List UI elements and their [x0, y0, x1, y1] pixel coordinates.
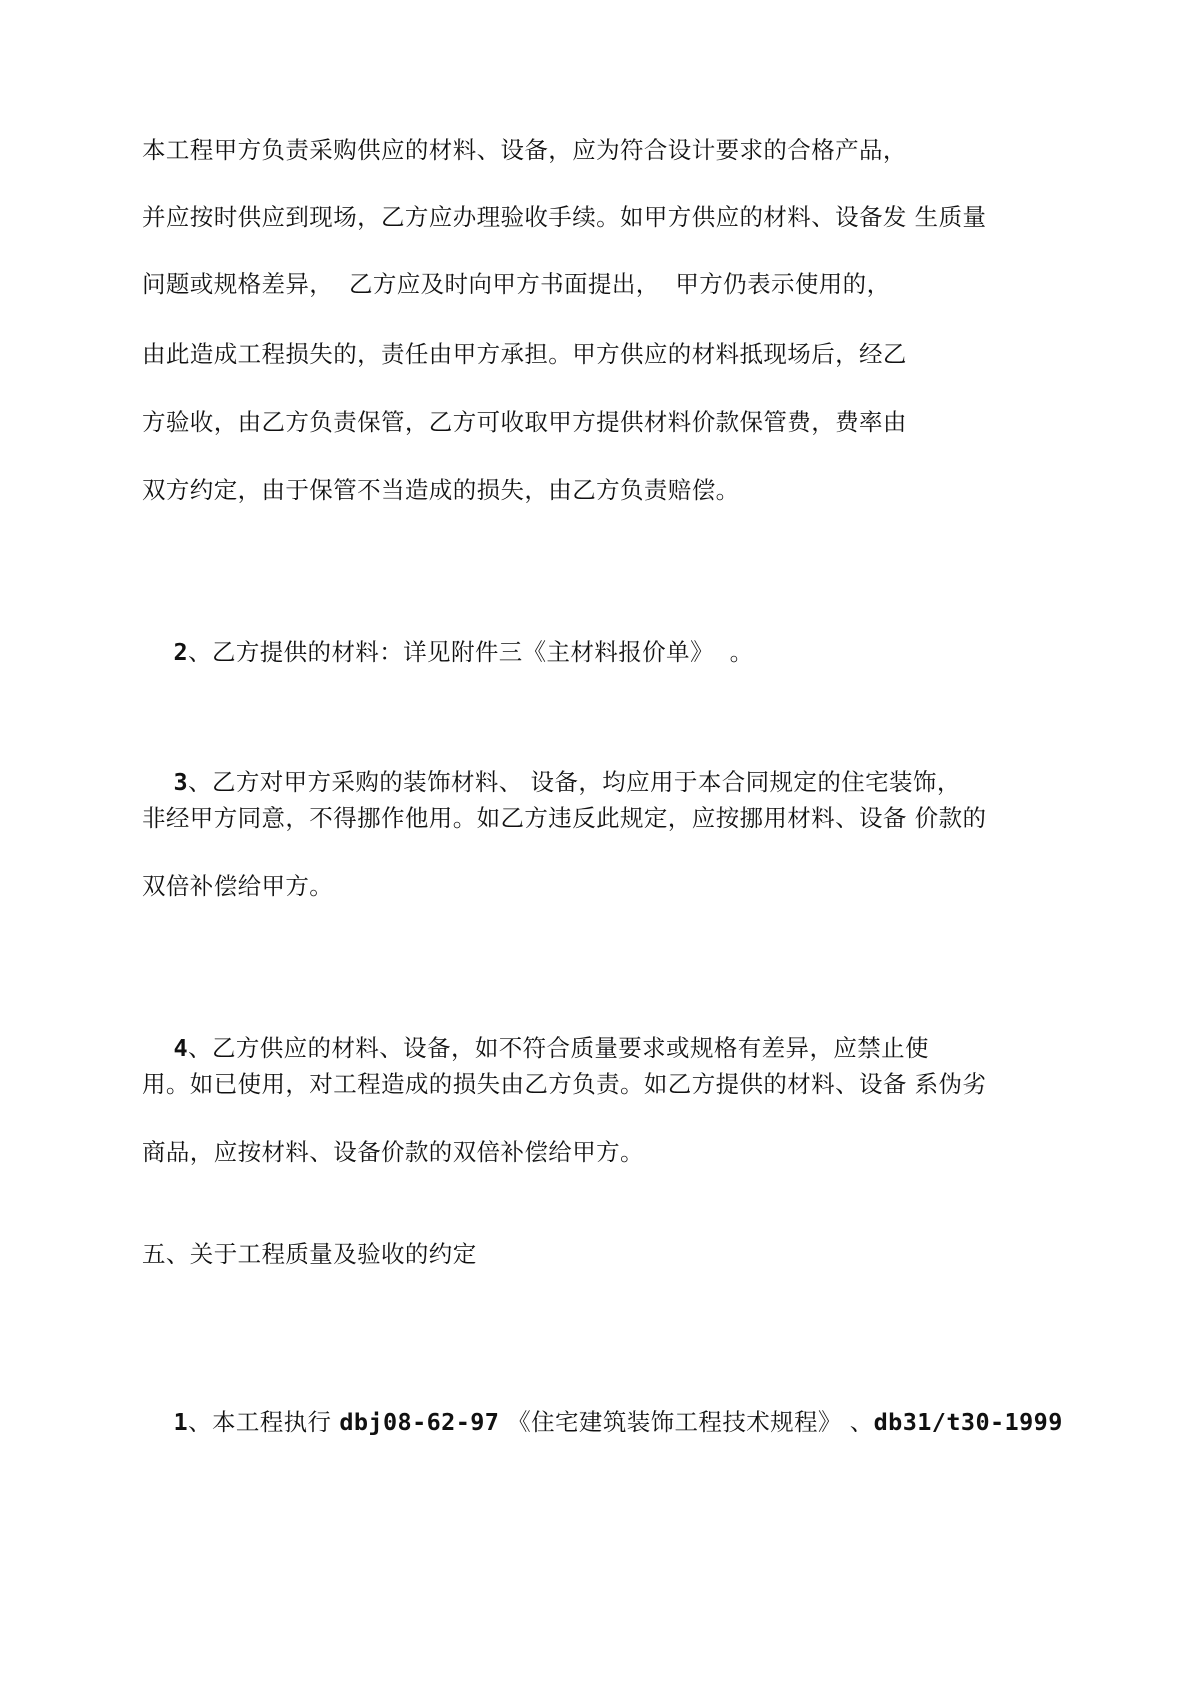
paragraph-line: 商品，应按材料、设备价款的双倍补偿给甲方。: [142, 1138, 644, 1166]
paragraph-line: 并应按时供应到现场，乙方应办理验收手续。如甲方供应的材料、设备发 生质量: [142, 203, 987, 231]
section5-clause-1: [142, 1374, 1063, 1470]
paragraph-line: 方验收，由乙方负责保管，乙方可收取甲方提供材料价款保管费，费率由: [142, 408, 907, 436]
paragraph-line: 双倍补偿给甲方。: [142, 872, 334, 900]
clause-number: 2: [173, 638, 189, 666]
clause-number: 3: [173, 768, 189, 796]
clause-text: 、本工程执行: [188, 1408, 340, 1436]
paragraph-line: 双方约定，由于保管不当造成的损失，由乙方负责赔偿。: [142, 476, 740, 504]
clause-text: 、乙方供应的材料、设备，如不符合质量要求或规格有差异，应禁止使: [188, 1034, 929, 1062]
standard-code: db31/t30-1999: [873, 1408, 1063, 1436]
paragraph-line: 问题或规格差异， 乙方应及时向甲方书面提出， 甲方仍表示使用的，: [142, 270, 891, 298]
standard-code: dbj08-62-97: [339, 1408, 500, 1436]
paragraph-line: 本工程甲方负责采购供应的材料、设备，应为符合设计要求的合格产品，: [142, 136, 907, 164]
clause-text: 、乙方对甲方采购的装饰材料、 设备，均应用于本合同规定的住宅装饰，: [188, 768, 961, 796]
paragraph-line: 用。如已使用，对工程造成的损失由乙方负责。如乙方提供的材料、设备 系伪劣: [142, 1070, 987, 1098]
clause-number: 1: [173, 1408, 189, 1436]
clause-2: [142, 604, 754, 700]
section-heading: 五、关于工程质量及验收的约定: [142, 1240, 477, 1268]
clause-number: 4: [173, 1034, 189, 1062]
paragraph-line: 由此造成工程损失的，责任由甲方承担。甲方供应的材料抵现场后，经乙: [142, 340, 907, 368]
clause-text: 、乙方提供的材料：详见附件三《主材料报价单》 。: [188, 638, 754, 666]
clause-text: 《住宅建筑装饰工程技术规程》 、: [499, 1408, 874, 1436]
paragraph-line: 非经甲方同意，不得挪作他用。如乙方违反此规定，应按挪用材料、设备 价款的: [142, 804, 987, 832]
